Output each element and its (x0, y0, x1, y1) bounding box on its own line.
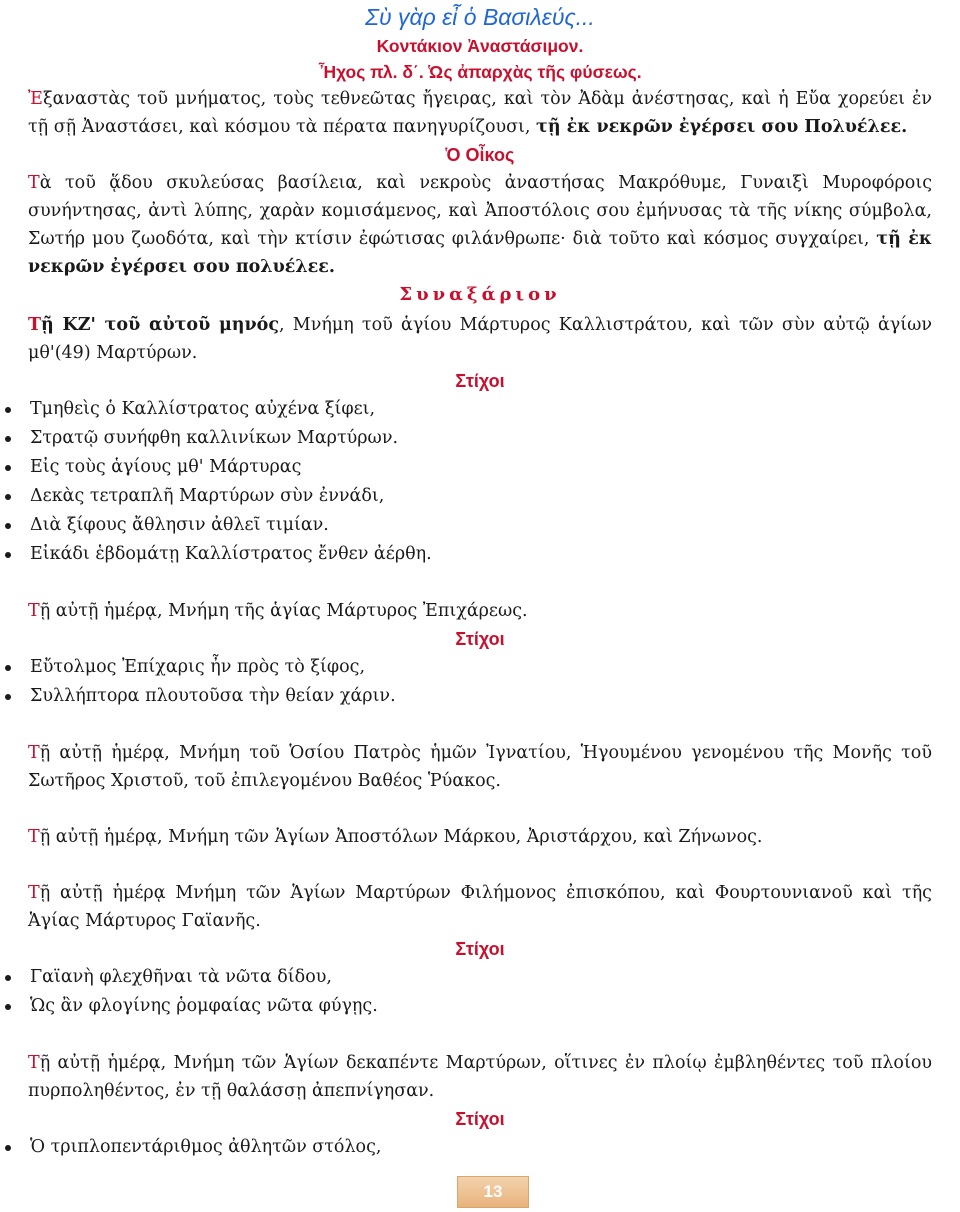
entry-2-initial: Τ (28, 601, 40, 621)
verse-line: Τμηθεὶς ὁ Καλλίστρατος αὐχένα ξίφει, (28, 395, 932, 424)
entry-4-initial: Τ (28, 827, 40, 847)
verse-line: Ὁ τριπλοπεντάριθμος ἀθλητῶν στόλος, (28, 1133, 932, 1162)
synaxarion-entry-2 (28, 597, 932, 625)
oikos-ending: τῇ ἐκ νεκρῶν ἐγέρσει σου πολυέλεε. (28, 229, 932, 277)
entry-1-date: ῇ ΚΖ' τοῦ αὐτοῦ μηνός (41, 315, 279, 335)
page-number-badge: 13 (457, 1176, 529, 1208)
verses-list-3 (28, 963, 932, 1021)
entry-5-initial: Τ (28, 883, 40, 903)
synaxarion-entry-3 (28, 739, 932, 795)
kontakion-body: ξαναστὰς τοῦ μνήματος, τοὺς τεθνεῶτας ἤγειρας, καὶ τὸν Ἀδὰμ ἀνέστησας, καὶ ἡ Εὔα χορεύει ἐν τῇ σῇ Ἀναστάσει, καὶ κόσμου τὰ πέρατα πανηγυρίζουσι, (28, 89, 932, 137)
entry-2-body: ῇ αὐτῇ ἡμέρᾳ, Μνήμη τῆς ἁγίας Μάρτυρος Ἐπιχάρεως. (39, 601, 528, 621)
entry-6-initial: Τ (28, 1053, 40, 1073)
verse-line: Εἰκάδι ἑβδομάτῃ Καλλίστρατος ἔνθεν ἀέρθη. (28, 540, 932, 569)
synaxarion-entry-1 (28, 311, 932, 367)
kontakion-initial: Ἐ (28, 89, 43, 109)
verse-line: Εὔτολμος Ἐπίχαρις ἦν πρὸς τὸ ξίφος, (28, 653, 932, 682)
synaxarion-heading: Συναξάριον (399, 284, 561, 305)
entry-3-body: ῇ αὐτῇ ἡμέρᾳ, Μνήμη τοῦ Ὁσίου Πατρὸς ἡμῶν Ἰγνατίου, Ἡγουμένου γενομένου τῆς Μονῆς τοῦ Σωτῆρος Χριστοῦ, τοῦ ἐπιλεγομένου Βαθέος Ῥύακος. (28, 743, 932, 791)
entry-5-body: ῇ αὐτῇ ἡμέρᾳ Μνήμη τῶν Ἁγίων Μαρτύρων Φιλήμονος ἐπισκόπου, καὶ Φουρτουνιανοῦ καὶ τῆς Ἁγίας Μάρτυρος Γαϊανῆς. (28, 883, 932, 931)
verses-list-2 (28, 653, 932, 711)
verse-line: Ὡς ἂν φλογίνης ῥομφαίας νῶτα φύγῃς. (28, 992, 932, 1021)
oikos-text (28, 169, 932, 281)
verse-line: Γαϊανὴ φλεχθῆναι τὰ νῶτα δίδου, (28, 963, 932, 992)
stichoi-heading-4: Στίχοι (455, 1109, 505, 1129)
oikos-initial: Τ (28, 173, 40, 193)
oikos-body: ὰ τοῦ ᾅδου σκυλεύσας βασίλεια, καὶ νεκροὺς ἀναστήσας Μακρόθυμε, Γυναιξὶ Μυροφόροις συνήντησας, ἀντὶ λύπης, χαρὰν κομισάμενος, καὶ Ἀποστόλοις σου ἐμήνυσας τὰ τῆς νίκης σύμβολα, Σωτήρ μου ζωοδότα, καὶ τὴν κτίσιν ἐφώτισας φιλάνθρωπε· διὰ τοῦτο καὶ κόσμος συγχαίρει, (28, 173, 932, 249)
document-page (28, 0, 932, 1162)
oikos-heading: Ὁ Οἶκος (445, 145, 515, 165)
synaxarion-entry-4 (28, 823, 932, 851)
entry-4-body: ῇ αὐτῇ ἡμέρᾳ, Μνήμη τῶν Ἁγίων Ἀποστόλων Μάρκου, Ἀριστάρχου, καὶ Ζήνωνος. (39, 827, 763, 847)
synaxarion-entry-5 (28, 879, 932, 935)
verse-line: Συλλήπτορα πλουτοῦσα τὴν θείαν χάριν. (28, 682, 932, 711)
verse-line: Διὰ ξίφους ἄθλησιν ἀθλεῖ τιμίαν. (28, 511, 932, 540)
entry-6-body: ῇ αὐτῇ ἡμέρᾳ, Μνήμη τῶν Ἁγίων δεκαπέντε Μαρτύρων, οἵτινες ἐν πλοίῳ ἐμβληθέντες τοῦ πλοίου πυρποληθέντος, ἐν τῇ θαλάσσῃ ἀπεπνίγησαν. (28, 1053, 932, 1101)
synaxarion-entry-6 (28, 1049, 932, 1105)
stichoi-heading-3: Στίχοι (455, 939, 505, 959)
entry-1-initial: Τ (28, 315, 42, 335)
stichoi-heading-2: Στίχοι (455, 629, 505, 649)
entry-1-body: , Μνήμη τοῦ ἁγίου Μάρτυρος Καλλιστράτου, καὶ τῶν σὺν αὐτῷ ἁγίων μθ'(49) Μαρτύρων. (28, 315, 932, 363)
stichoi-heading-1: Στίχοι (455, 371, 505, 391)
kontakion-heading: Κοντάκιον Ἀναστάσιμον. (376, 36, 584, 56)
verse-line: Δεκὰς τετραπλῆ Μαρτύρων σὺν ἐννάδι, (28, 482, 932, 511)
kontakion-text (28, 85, 932, 141)
verses-list-1 (28, 395, 932, 569)
verse-line: Στρατῷ συνήφθη καλλινίκων Μαρτύρων. (28, 424, 932, 453)
entry-3-initial: Τ (28, 743, 40, 763)
kontakion-ending: τῇ ἐκ νεκρῶν ἐγέρσει σου Πολυέλεε. (536, 117, 908, 137)
tone-heading: Ἦχος πλ. δ΄. Ὡς ἀπαρχὰς τῆς φύσεως. (318, 62, 642, 82)
verse-line: Εἰς τοὺς ἁγίους μθ' Μάρτυρας (28, 453, 932, 482)
verses-list-4 (28, 1133, 932, 1162)
page-title: Σὺ γὰρ εἶ ὁ Βασιλεύς... (365, 4, 595, 30)
